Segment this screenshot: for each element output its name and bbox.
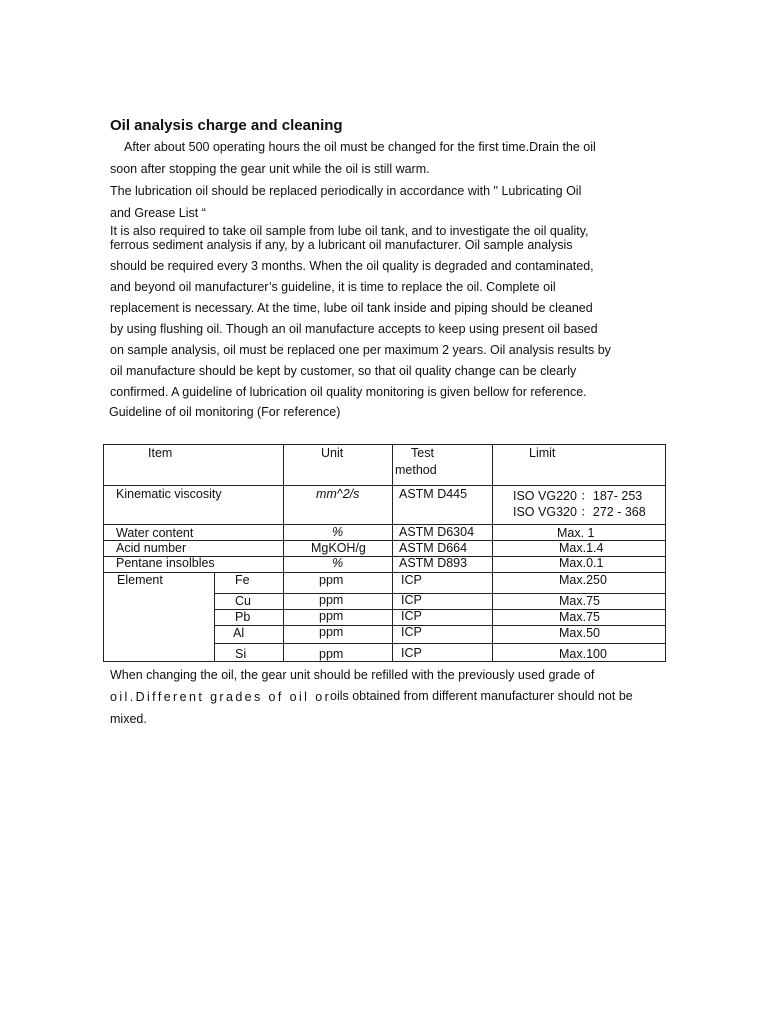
- paragraph-line: should be required every 3 months. When the oil quality is degraded and contaminated,: [110, 259, 594, 273]
- cell-method: ICP: [401, 609, 422, 623]
- cell-unit: %: [332, 556, 344, 570]
- cell-unit: MgKOH/g: [311, 541, 366, 555]
- cell-method: ICP: [401, 625, 422, 639]
- oil-monitoring-table: [103, 444, 666, 662]
- cell-method: ICP: [401, 573, 422, 587]
- header-method: method: [395, 463, 437, 477]
- cell-unit: %: [332, 525, 344, 539]
- cell-method: ASTM D664: [399, 541, 468, 555]
- cell-unit: ppm: [319, 573, 344, 587]
- paragraph-line: After about 500 operating hours the oil must be changed for the first time.Drain the oil: [124, 140, 596, 154]
- element-symbol: Fe: [235, 573, 250, 587]
- element-symbol: Si: [235, 647, 247, 661]
- cell-limit: Max.250: [559, 573, 607, 587]
- cell-limit: Max.1.4: [559, 541, 604, 555]
- cell-unit: mm^2/s: [316, 487, 360, 501]
- element-symbol: Pb: [235, 610, 251, 624]
- paragraph-line: and beyond oil manufacturer’s guideline, it is time to replace the oil. Complete oil: [110, 280, 556, 294]
- cell-limit: ISO VG320 ：272 - 368: [513, 505, 646, 519]
- paragraph-line: The lubrication oil should be replaced periodically in accordance with " Lubricating Oil: [110, 184, 582, 198]
- paragraph-line: ferrous sediment analysis if any, by a lubricant oil manufacturer. Oil sample analysis: [110, 238, 573, 252]
- closing-line: When changing the oil, the gear unit should be refilled with the previously used grade of: [110, 668, 595, 682]
- paragraph-line: on sample analysis, oil must be replaced one per maximum 2 years. Oil analysis results by: [110, 343, 611, 357]
- cell-limit: Max. 1: [557, 526, 595, 540]
- cell-method: ASTM D893: [399, 556, 468, 570]
- paragraph-line: oil manufacture should be kept by customer, so that oil quality change can be clearly: [110, 364, 577, 378]
- cell-item: Kinematic viscosity: [116, 487, 222, 501]
- element-label: Element: [117, 573, 163, 587]
- closing-line: mixed.: [110, 712, 147, 726]
- cell-limit: Max.75: [559, 594, 600, 608]
- element-symbol: Al: [233, 626, 245, 640]
- paragraph-line: replacement is necessary. At the time, lube oil tank inside and piping should be cleaned: [110, 301, 593, 315]
- paragraph-line: It is also required to take oil sample from lube oil tank, and to investigate the oil quality,: [110, 224, 589, 238]
- cell-unit: ppm: [319, 609, 344, 623]
- cell-limit: Max.0.1: [559, 556, 604, 570]
- cell-limit: ISO VG220 ：187- 253: [513, 489, 643, 503]
- section-heading: Oil analysis charge and cleaning: [110, 117, 343, 134]
- paragraph-line: soon after stopping the gear unit while the oil is still warm.: [110, 162, 430, 176]
- cell-method: ICP: [401, 593, 422, 607]
- cell-unit: ppm: [319, 625, 344, 639]
- paragraph-line: by using flushing oil. Though an oil manufacture accepts to keep using present oil based: [110, 322, 598, 336]
- cell-item: Water content: [116, 526, 194, 540]
- cell-limit: Max.50: [559, 626, 600, 640]
- cell-method: ASTM D6304: [399, 525, 475, 539]
- cell-limit: Max.75: [559, 610, 600, 624]
- cell-method: ASTM D445: [399, 487, 468, 501]
- cell-item: Acid number: [116, 541, 187, 555]
- header-unit: Unit: [321, 446, 344, 460]
- cell-unit: ppm: [319, 647, 344, 661]
- header-test: Test: [411, 446, 434, 460]
- header-item: Item: [148, 446, 173, 460]
- closing-line-spaced: oil.Different grades of oil or: [110, 690, 332, 704]
- cell-method: ICP: [401, 646, 422, 660]
- table-caption: Guideline of oil monitoring (For reference): [109, 405, 341, 419]
- cell-limit: Max.100: [559, 647, 607, 661]
- paragraph-line: and Grease List “: [110, 206, 206, 220]
- closing-line: oils obtained from different manufacturer should not be: [330, 689, 633, 703]
- cell-unit: ppm: [319, 593, 344, 607]
- header-limit: Limit: [529, 446, 556, 460]
- cell-item: Pentane insolbles: [116, 556, 215, 570]
- element-symbol: Cu: [235, 594, 251, 608]
- paragraph-line: confirmed. A guideline of lubrication oil quality monitoring is given bellow for reference.: [110, 385, 587, 399]
